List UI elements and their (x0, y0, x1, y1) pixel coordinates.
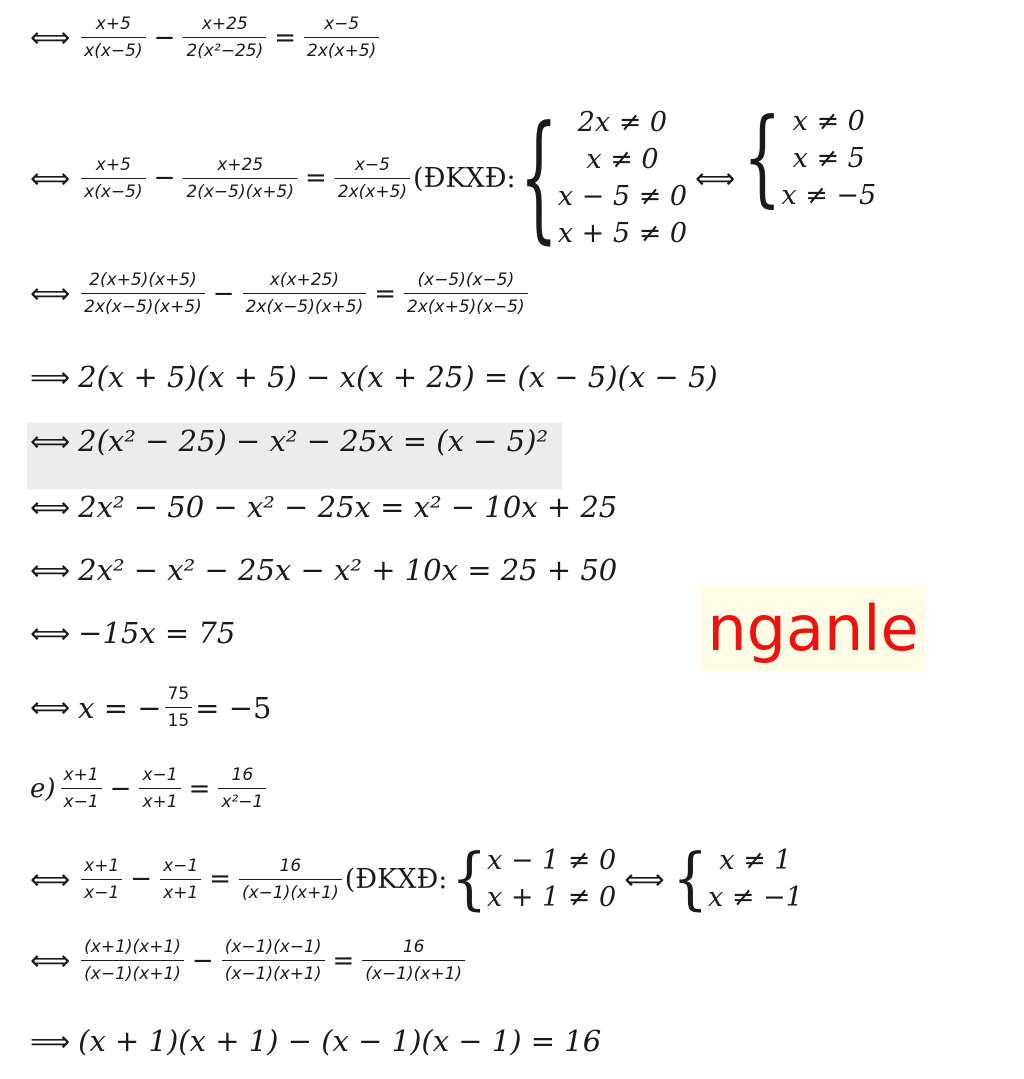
condition: x + 5 ≠ 0 (557, 218, 688, 249)
iff-symbol: ⟺ (30, 277, 71, 310)
denominator: 2x(x−5)(x+5) (243, 293, 367, 317)
condition-rows (558, 104, 687, 252)
equals-sign: = (304, 163, 327, 193)
iff-symbol: ⟺ (30, 490, 71, 524)
equation-line-13 (30, 1024, 601, 1058)
fraction (81, 14, 145, 61)
equals-sign: = (332, 945, 355, 976)
condition-rows (708, 842, 803, 916)
exercise-label: e) (30, 773, 56, 804)
equation-text: 2(x² − 25) − x² − 25x = (x − 5)² (78, 424, 549, 458)
iff-symbol: ⟺ (30, 616, 71, 650)
condition-rows (781, 103, 876, 214)
condition: x ≠ 1 (719, 845, 792, 876)
denominator: (x−1)(x+1) (81, 960, 184, 984)
condition: x ≠ −5 (781, 179, 877, 211)
numerator: 16 (402, 937, 425, 957)
numerator: (x−5)(x−5) (417, 270, 515, 290)
minus-sign: − (153, 22, 176, 53)
fraction (165, 684, 193, 731)
implies-symbol: ⟹ (30, 1024, 71, 1058)
equation-text: 2(x + 5)(x + 5) − x(x + 25) = (x − 5)(x − 5) (78, 360, 718, 394)
iff-symbol: ⟺ (30, 944, 71, 977)
numerator: x−1 (163, 855, 199, 876)
fraction (222, 937, 325, 984)
minus-sign: − (153, 163, 176, 193)
denominator: 2x(x+5) (304, 37, 379, 61)
equation-line-7 (30, 553, 617, 587)
equals-sign: = (374, 278, 397, 309)
equation-line-1 (30, 14, 382, 61)
equation-line-6 (30, 490, 617, 524)
iff-symbol: ⟺ (695, 161, 736, 195)
fraction (139, 765, 180, 812)
iff-symbol: ⟺ (30, 161, 71, 195)
equation-line-2 (30, 96, 877, 259)
fraction (183, 14, 266, 61)
left-brace: { (672, 840, 708, 918)
condition-system-3 (451, 842, 616, 916)
left-brace: { (519, 97, 558, 259)
equation-line-10 (30, 765, 269, 812)
numerator: 16 (279, 855, 302, 876)
numerator: x−5 (324, 14, 360, 34)
minus-sign: − (212, 278, 235, 309)
equation-text: −15x = 75 (78, 616, 236, 650)
denominator: 2(x²−25) (183, 37, 266, 61)
denominator: x+1 (139, 788, 180, 812)
numerator: 16 (231, 765, 254, 785)
condition: x − 5 ≠ 0 (557, 181, 688, 212)
equation-line-3 (30, 270, 531, 317)
numerator: x+25 (217, 154, 264, 175)
denominator: x−1 (81, 879, 122, 903)
fraction (243, 270, 367, 317)
equals-sign: = (274, 22, 297, 53)
equation-line-9 (30, 684, 271, 731)
denominator: x²−1 (218, 788, 266, 812)
fraction (160, 856, 201, 903)
denominator: (x−1)(x+1) (362, 960, 465, 984)
iff-symbol: ⟺ (30, 424, 71, 458)
numerator: x+1 (84, 855, 120, 876)
denominator: 15 (165, 707, 193, 731)
watermark-box (700, 585, 926, 671)
denominator: 2x(x−5)(x+5) (81, 293, 205, 317)
dkxd-label: (ĐKXĐ: (344, 863, 448, 895)
left-brace: { (451, 840, 488, 918)
equation-text: = −5 (195, 690, 272, 725)
denominator: x(x−5) (81, 37, 145, 61)
minus-sign: − (109, 773, 132, 804)
equation-line-5 (30, 424, 548, 458)
denominator: 2x(x+5)(x−5) (404, 293, 528, 317)
equation-line-11 (30, 842, 803, 916)
fraction (218, 765, 266, 812)
condition-system-1 (519, 97, 688, 259)
denominator: x(x−5) (81, 178, 145, 202)
condition: x ≠ 5 (792, 142, 865, 174)
condition-system-2 (743, 96, 877, 220)
condition-rows (487, 842, 616, 916)
equation-line-4 (30, 360, 718, 394)
fraction (61, 765, 102, 812)
minus-sign: − (191, 945, 214, 976)
equation-text: x = − (78, 690, 162, 725)
equation-line-8 (30, 616, 235, 650)
left-brace: { (743, 96, 782, 220)
iff-symbol: ⟺ (624, 862, 665, 896)
iff-symbol: ⟺ (30, 862, 71, 896)
iff-symbol: ⟺ (30, 691, 71, 724)
numerator: x+5 (95, 14, 131, 34)
denominator: 2x(x+5) (335, 178, 410, 202)
numerator: x+1 (63, 765, 99, 785)
fraction (239, 856, 342, 903)
fraction (81, 155, 145, 202)
fraction (81, 270, 205, 317)
fraction (183, 155, 297, 202)
denominator: x−1 (61, 788, 102, 812)
numerator: x−1 (142, 765, 178, 785)
condition: x ≠ 0 (586, 144, 659, 175)
condition: x ≠ −1 (707, 882, 803, 913)
numerator: x+25 (201, 14, 248, 34)
numerator: x(x+25) (269, 270, 340, 290)
equals-sign: = (209, 864, 231, 894)
fraction (335, 155, 410, 202)
numerator: x+5 (95, 154, 131, 175)
equation-line-12 (30, 937, 468, 984)
fraction (81, 856, 122, 903)
equation-text: (x + 1)(x + 1) − (x − 1)(x − 1) = 16 (78, 1024, 602, 1058)
fraction (362, 937, 465, 984)
equation-text: 2x² − x² − 25x − x² + 10x = 25 + 50 (78, 553, 618, 587)
equation-text: 2x² − 50 − x² − 25x = x² − 10x + 25 (78, 490, 618, 524)
denominator: (x−1)(x+1) (222, 960, 325, 984)
equals-sign: = (188, 773, 211, 804)
condition: x − 1 ≠ 0 (487, 845, 617, 876)
fraction (81, 937, 184, 984)
fraction (404, 270, 528, 317)
denominator: x+1 (160, 879, 201, 903)
numerator: 2(x+5)(x+5) (89, 270, 197, 290)
numerator: 75 (167, 684, 190, 704)
numerator: (x−1)(x−1) (224, 937, 322, 957)
dkxd-label: (ĐKXĐ: (413, 162, 516, 194)
condition-system-4 (672, 842, 802, 916)
numerator: x−5 (354, 154, 390, 175)
condition: x ≠ 0 (792, 105, 865, 137)
implies-symbol: ⟹ (30, 360, 71, 394)
numerator: (x+1)(x+1) (84, 937, 181, 957)
iff-symbol: ⟺ (30, 553, 71, 587)
minus-sign: − (130, 864, 153, 894)
condition: x + 1 ≠ 0 (487, 882, 617, 913)
condition: 2x ≠ 0 (577, 107, 668, 138)
denominator: (x−1)(x+1) (239, 879, 342, 903)
iff-symbol: ⟺ (30, 21, 71, 54)
watermark-text: nganle (707, 591, 919, 665)
fraction (304, 14, 379, 61)
denominator: 2(x−5)(x+5) (183, 178, 297, 202)
